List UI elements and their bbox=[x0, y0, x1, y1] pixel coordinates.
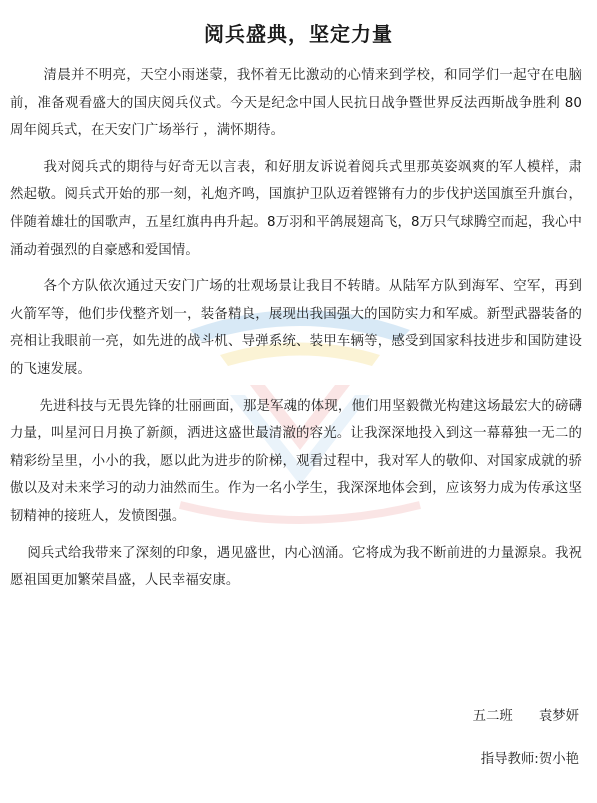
author-line bbox=[473, 705, 579, 729]
paragraph: 清晨并不明亮，天空小雨迷蒙，我怀着无比激动的心情来到学校，和同学们一起守在电脑前，准备观看盛大的国庆阅兵仪式。今天是纪念中国人民抗日战争暨世界反法西斯战争胜利 80周年阅兵式，在天安门广场举行 ，满怀期待。 bbox=[10, 68, 582, 139]
essay-body bbox=[10, 62, 582, 604]
paragraph: 阅兵式给我带来了深刻的印象，遇见盛世，内心汹涌。它将成为我不断前进的力量源泉。我祝愿祖国更加繁荣昌盛，人民幸福安康。 bbox=[10, 545, 582, 589]
essay-title: 阅兵盛典，坚定力量 bbox=[204, 22, 393, 46]
student-name: 袁梦妍 bbox=[538, 709, 579, 724]
teacher-line: 指导教师:贺小艳 bbox=[480, 752, 579, 767]
paragraph: 各个方队依次通过天安门广场的壮观场景让我目不转睛。从陆军方队到海军、空军，再到火箭军等，他们步伐整齐划一，装备精良，展现出我国强大的国防实力和军威。新型武器装备的亮相让我眼前一亮，如先进的战斗机、导弹系统、装甲车辆等，感受到国家科技进步和国防建设的飞速发展。 bbox=[10, 279, 582, 377]
paragraph: 我对阅兵式的期待与好奇无以言表，和好朋友诉说着阅兵式里那英姿飒爽的军人模样，肃然起敬。阅兵式开始的那一刻，礼炮齐鸣，国旗护卫队迈着铿锵有力的步伐护送国旗至升旗台，伴随着雄壮的国歌声，五星红旗冉冉升起。8万羽和平鸽展翅高飞，8万只气球腾空而起，我心中涌动着强烈的自豪感和爱国情。 bbox=[10, 159, 582, 258]
class-name: 五二班 bbox=[472, 709, 513, 724]
paragraph: 先进科技与无畏先锋的壮丽画面，那是军魂的体现，他们用坚毅微光构建这场最宏大的磅礴力量，叫星河日月换了新颜，洒进这盛世最清澈的容光。让我深深地投入到这一幕幕独一无二的精彩纷呈里，小小的我，愿以此为进步的阶梯，观看过程中，我对军人的敬仰、对国家成就的骄傲以及对未来学习的动力油然而生。作为一名小学生，我深深地体会到，应该努力成为传承这坚韧精神的接班人，发愤图强。 bbox=[10, 398, 582, 524]
